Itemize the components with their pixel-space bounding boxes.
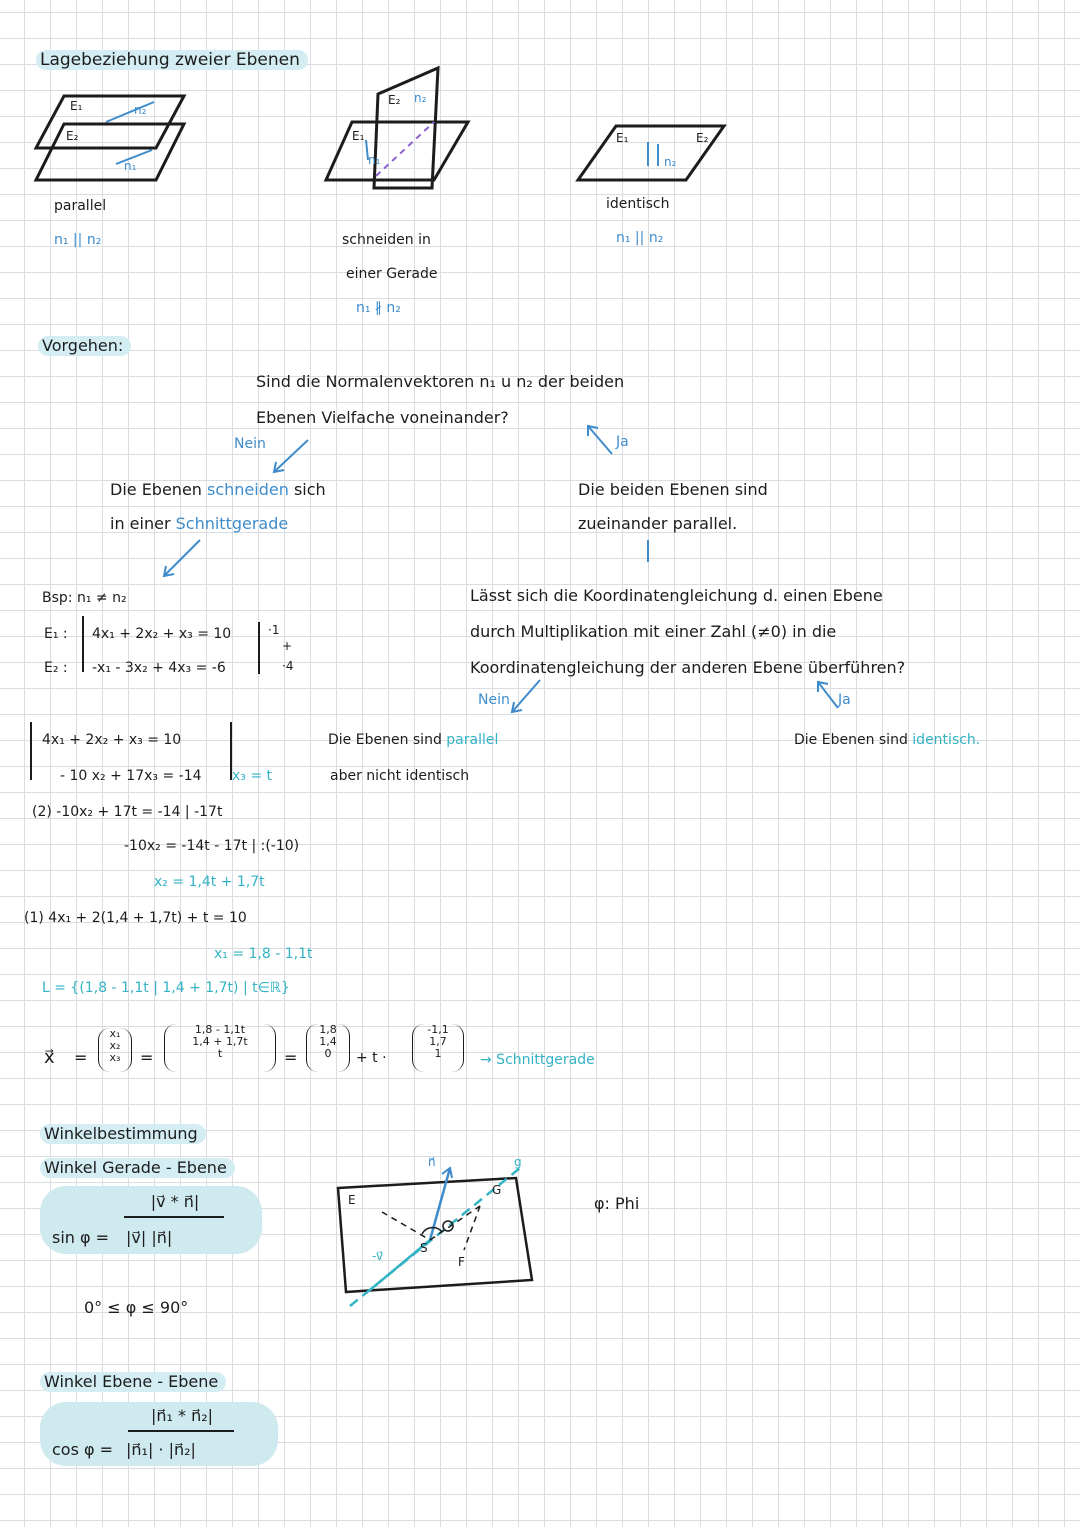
question-line-2: Ebenen Vielfache voneinander? bbox=[256, 408, 509, 427]
angles-heading: Winkelbestimmung bbox=[40, 1124, 206, 1144]
ja2-label: Ja bbox=[838, 692, 851, 708]
angle-plane-plane-heading: Winkel Ebene - Ebene bbox=[40, 1372, 226, 1392]
vector-parametric: 1,8 - 1,1t 1,4 + 1,7t t bbox=[164, 1024, 276, 1072]
vorgehen-heading: Vorgehen: bbox=[38, 336, 131, 356]
formula-sin-lhs: sin φ = bbox=[52, 1228, 110, 1247]
fig-n-label: n⃗ bbox=[428, 1155, 436, 1169]
question-line-1: Sind die Normalenvektoren n₁ u n₂ der beiden bbox=[256, 372, 625, 391]
step-5: (1) 4x₁ + 2(1,4 + 1,7t) + t = 10 bbox=[24, 910, 247, 926]
fig3-e2-label: E₂ bbox=[696, 131, 709, 145]
fig3-n2-label: n₂ bbox=[664, 155, 677, 169]
fig-S-label: S bbox=[420, 1241, 428, 1255]
fig2-e1-label: E₁ bbox=[352, 129, 365, 143]
fig-v-label: -v⃗ bbox=[372, 1249, 384, 1263]
equals-3: = bbox=[284, 1048, 298, 1067]
formula-cos-lhs: cos φ = bbox=[52, 1440, 114, 1459]
example-bsp: Bsp: n₁ ≠ n₂ bbox=[42, 590, 127, 606]
formula-sin-fraction-line bbox=[124, 1216, 224, 1218]
fig-G-label: G bbox=[492, 1183, 502, 1197]
vector-x-components: x₁ x₂ x₃ bbox=[98, 1028, 132, 1072]
system2-bar-left bbox=[30, 722, 32, 780]
line-plane-angle-figure bbox=[330, 1150, 550, 1310]
result-right-identisch: Die Ebenen sind identisch. bbox=[794, 732, 981, 748]
schnittgerade-label: → Schnittgerade bbox=[480, 1052, 595, 1068]
formula-sin-denominator: |v⃗| |n⃗| bbox=[126, 1228, 173, 1247]
formula-cos-fraction-line bbox=[128, 1430, 234, 1432]
equals-1: = bbox=[74, 1048, 88, 1067]
op-bot: ·4 bbox=[282, 659, 294, 673]
example-e1-label: E₁ : bbox=[44, 626, 68, 642]
example-eq-1: 4x₁ + 2x₂ + x₃ = 10 bbox=[92, 626, 232, 642]
result-left-line-2: in einer Schnittgerade bbox=[110, 514, 289, 533]
fig1-n1-label: n₁ bbox=[124, 159, 137, 173]
fig1-relation: n₁ || n₂ bbox=[54, 232, 102, 248]
example-eq-2: -x₁ - 3x₂ + 4x₃ = -6 bbox=[92, 660, 226, 676]
op-mid: + bbox=[282, 639, 293, 653]
fig-F-label: F bbox=[458, 1255, 465, 1269]
system2-param: x₃ = t bbox=[232, 768, 273, 784]
question2-line-1: Lässt sich die Koordinatengleichung d. einen Ebene bbox=[470, 586, 883, 605]
step-3: -10x₂ = -14t - 17t | :(-10) bbox=[124, 838, 300, 854]
fig1-n2-label: n₂ bbox=[134, 103, 147, 117]
formula-cos-denominator: |n⃗₁| · |n⃗₂| bbox=[126, 1440, 196, 1459]
vector-support: 1,8 1,4 0 bbox=[306, 1024, 350, 1072]
result-right-line-2: zueinander parallel. bbox=[578, 514, 738, 533]
question2-line-2: durch Multiplikation mit einer Zahl (≠0) in die bbox=[470, 622, 837, 641]
op-top: ·1 bbox=[268, 623, 280, 637]
angle-line-plane-heading: Winkel Gerade - Ebene bbox=[40, 1158, 235, 1178]
step-6: x₁ = 1,8 - 1,1t bbox=[214, 946, 313, 962]
fig1-label: parallel bbox=[54, 198, 107, 214]
ja-label: Ja bbox=[616, 434, 629, 450]
system-bar bbox=[82, 616, 84, 672]
example-e2-label: E₂ : bbox=[44, 660, 68, 676]
equals-2: = bbox=[140, 1048, 154, 1067]
nein2-label: Nein bbox=[478, 692, 510, 708]
result-mid-line-1: Die Ebenen sind parallel bbox=[328, 732, 499, 748]
vector-direction: -1,1 1,7 1 bbox=[412, 1024, 464, 1072]
operation-bar bbox=[258, 622, 260, 674]
system2-line-1: 4x₁ + 2x₂ + x₃ = 10 bbox=[42, 732, 182, 748]
system2-line-2: - 10 x₂ + 17x₃ = -14 bbox=[60, 768, 202, 784]
fig2-label-2: einer Gerade bbox=[346, 266, 438, 282]
fig2-label-1: schneiden in bbox=[342, 232, 431, 248]
fig-e-label: E bbox=[348, 1193, 356, 1207]
fig3-e1-label: E₁ bbox=[616, 131, 629, 145]
formula-sin-numerator: |v⃗ * n⃗| bbox=[150, 1192, 200, 1211]
solution-set: L = {(1,8 - 1,1t | 1,4 + 1,7t) | t∈ℝ} bbox=[42, 980, 290, 996]
nein-label: Nein bbox=[234, 436, 266, 452]
page-title: Lagebeziehung zweier Ebenen bbox=[36, 50, 308, 70]
fig1-e2-label: E₂ bbox=[66, 129, 79, 143]
x-vector: x⃗ bbox=[44, 1047, 55, 1068]
fig2-n1-label: n₁ bbox=[368, 153, 381, 167]
fig2-n2-label: n₂ bbox=[414, 91, 427, 105]
step-2: (2) -10x₂ + 17t = -14 | -17t bbox=[32, 804, 223, 820]
result-mid-line-2: aber nicht identisch bbox=[330, 768, 470, 784]
formula-cos-numerator: |n⃗₁ * n⃗₂| bbox=[150, 1406, 214, 1425]
fig3-label: identisch bbox=[606, 196, 670, 212]
t-multiplier: + t · bbox=[356, 1050, 387, 1066]
result-left-line-1: Die Ebenen schneiden sich bbox=[110, 480, 326, 499]
step-4: x₂ = 1,4t + 1,7t bbox=[154, 874, 265, 890]
phi-note: φ: Phi bbox=[594, 1194, 640, 1213]
fig2-e2-label: E₂ bbox=[388, 93, 401, 107]
fig3-relation: n₁ || n₂ bbox=[616, 230, 664, 246]
angle-range: 0° ≤ φ ≤ 90° bbox=[84, 1298, 189, 1317]
fig2-relation: n₁ ∦ n₂ bbox=[356, 300, 401, 316]
result-right-line-1: Die beiden Ebenen sind bbox=[578, 480, 768, 499]
fig1-e1-label: E₁ bbox=[70, 99, 83, 113]
fig-g-label: g bbox=[514, 1155, 522, 1169]
question2-line-3: Koordinatengleichung der anderen Ebene überführen? bbox=[470, 658, 906, 677]
